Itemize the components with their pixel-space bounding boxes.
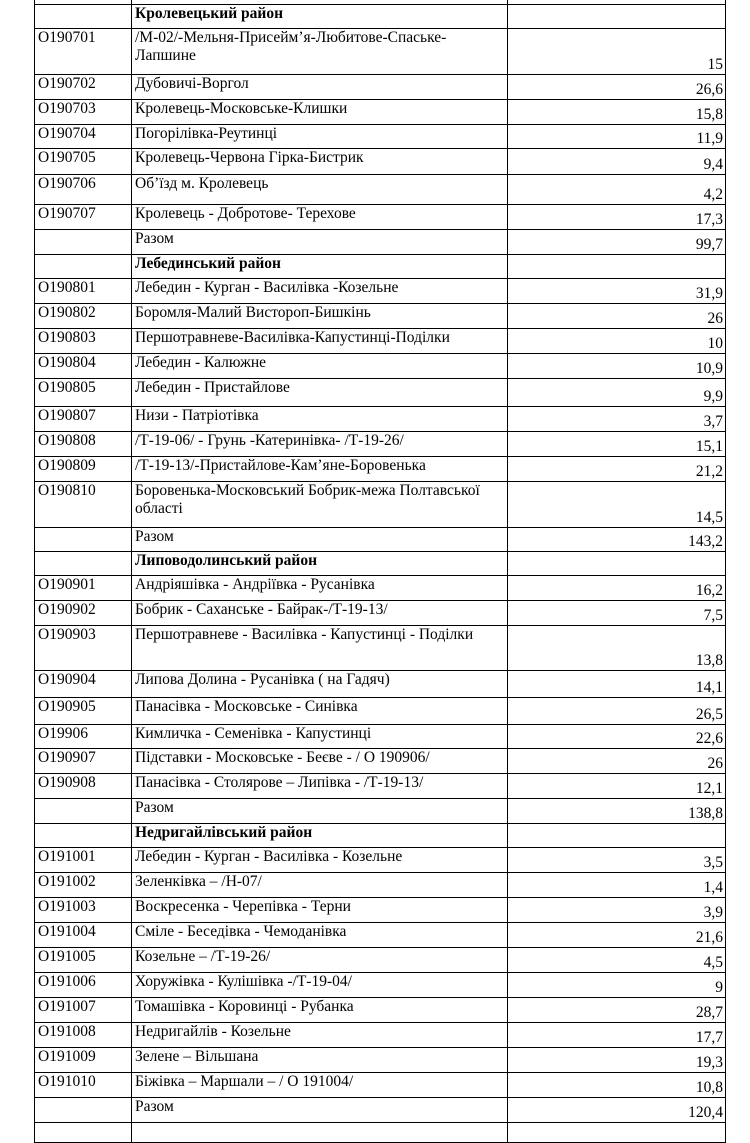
district-code-cell <box>35 255 132 279</box>
road-name: Кролевець-Червона Гірка-Бистрик <box>132 149 508 175</box>
road-length: 10,8 <box>508 1073 726 1098</box>
road-code: O190902 <box>35 601 132 626</box>
road-name: Лебедин - Курган - Василівка - Козельне <box>132 848 508 873</box>
road-name: Об’їзд м. Кролевець <box>132 175 508 205</box>
total-code-cell <box>35 230 132 255</box>
road-row <box>35 973 726 998</box>
road-code: O190805 <box>35 379 132 407</box>
road-length: 3,7 <box>508 407 726 432</box>
road-row <box>35 407 726 432</box>
road-row <box>35 1073 726 1098</box>
road-name: Панасівка - Столярове – Липівка - /Т-19-13/ <box>132 774 508 799</box>
road-code: O190810 <box>35 482 132 528</box>
road-name: Панасівка - Московське - Синівка <box>132 698 508 725</box>
road-length: 17,7 <box>508 1023 726 1048</box>
road-name: Кимличка - Семенівка - Капустинці <box>132 725 508 749</box>
roads-table-body <box>35 0 726 1143</box>
road-name: Лебедин - Калюжне <box>132 354 508 379</box>
road-name: Дубовичі-Воргол <box>132 75 508 100</box>
total-code-cell <box>35 799 132 824</box>
road-name: Першотравневе-Василівка-Капустинці-Поділки <box>132 329 508 354</box>
road-length: 9,9 <box>508 379 726 407</box>
road-code: O190706 <box>35 175 132 205</box>
road-row <box>35 175 726 205</box>
road-row <box>35 873 726 898</box>
total-length: 143,2 <box>508 528 726 552</box>
road-code: O190803 <box>35 329 132 354</box>
road-name: Андріяшівка - Андріївка - Русанівка <box>132 576 508 601</box>
road-row <box>35 329 726 354</box>
road-length: 26 <box>508 749 726 774</box>
road-code: O191003 <box>35 898 132 923</box>
road-length: 14,5 <box>508 482 726 528</box>
road-length: 19,3 <box>508 1048 726 1073</box>
road-length: 13,8 <box>508 626 726 671</box>
road-row <box>35 29 726 75</box>
road-code: O191008 <box>35 1023 132 1048</box>
district-length-cell <box>508 552 726 576</box>
road-code: O190801 <box>35 279 132 304</box>
road-length: 3,9 <box>508 898 726 923</box>
total-code-cell <box>35 1098 132 1123</box>
road-code: O190808 <box>35 432 132 457</box>
road-row <box>35 304 726 329</box>
district-code-cell <box>35 824 132 848</box>
road-code: O190704 <box>35 125 132 149</box>
road-name: Боромля-Малий Вистороп-Бишкінь <box>132 304 508 329</box>
road-length: 7,5 <box>508 601 726 626</box>
road-name: Воскресенка - Черепівка - Терни <box>132 898 508 923</box>
road-code: O190703 <box>35 100 132 125</box>
road-length: 16,2 <box>508 576 726 601</box>
road-code: O190705 <box>35 149 132 175</box>
road-length: 15 <box>508 29 726 75</box>
road-code: O190908 <box>35 774 132 799</box>
road-row <box>35 205 726 230</box>
total-label: Разом <box>132 799 508 824</box>
road-name: Кролевець-Московське-Клишки <box>132 100 508 125</box>
road-name: /М-02/-Мельня-Присейм’я-Любитове-Спаське-Лапшине <box>132 29 508 75</box>
road-code: O191007 <box>35 998 132 1023</box>
district-code-cell <box>35 5 132 29</box>
road-row <box>35 698 726 725</box>
road-name: /Т-19-06/ - Грунь -Катеринівка- /Т-19-26/ <box>132 432 508 457</box>
total-row <box>35 230 726 255</box>
total-row <box>35 528 726 552</box>
road-row <box>35 1023 726 1048</box>
road-length: 26,6 <box>508 75 726 100</box>
road-length: 1,4 <box>508 873 726 898</box>
road-name: Недригайлів - Козельне <box>132 1023 508 1048</box>
road-code: O190907 <box>35 749 132 774</box>
road-code: O190702 <box>35 75 132 100</box>
district-title: Липоводолинський район <box>132 552 508 576</box>
road-row <box>35 601 726 626</box>
road-row <box>35 923 726 948</box>
road-code: O190802 <box>35 304 132 329</box>
road-row <box>35 457 726 482</box>
road-code: O191005 <box>35 948 132 973</box>
road-name: Низи - Патріотівка <box>132 407 508 432</box>
road-row <box>35 1048 726 1073</box>
road-code: O191006 <box>35 973 132 998</box>
road-code: O190707 <box>35 205 132 230</box>
road-code: O191009 <box>35 1048 132 1073</box>
road-name: Зелене – Вільшана <box>132 1048 508 1073</box>
district-length-cell <box>508 5 726 29</box>
road-length: 4,5 <box>508 948 726 973</box>
road-row <box>35 848 726 873</box>
district-length-cell <box>508 255 726 279</box>
district-title: Недригайлівський район <box>132 824 508 848</box>
total-row <box>35 799 726 824</box>
road-name: Зеленківка – /Н-07/ <box>132 873 508 898</box>
road-code: O190701 <box>35 29 132 75</box>
road-name: Боровенька-Московський Бобрик-межа Полтавської області <box>132 482 508 528</box>
road-name: Сміле - Беседівка - Чемоданівка <box>132 923 508 948</box>
total-length: 138,8 <box>508 799 726 824</box>
road-row <box>35 576 726 601</box>
road-row <box>35 354 726 379</box>
road-code: O190809 <box>35 457 132 482</box>
road-name: Кролевець - Добротове- Терехове <box>132 205 508 230</box>
road-length: 26 <box>508 304 726 329</box>
road-row <box>35 149 726 175</box>
road-row <box>35 671 726 698</box>
road-code: O190903 <box>35 626 132 671</box>
road-row <box>35 379 726 407</box>
road-name: Бобрик - Саханське - Байрак-/Т-19-13/ <box>132 601 508 626</box>
road-length: 10,9 <box>508 354 726 379</box>
road-length: 22,6 <box>508 725 726 749</box>
road-name: /Т-19-13/-Пристайлове-Кам’яне-Боровенька <box>132 457 508 482</box>
road-row <box>35 898 726 923</box>
road-name: Підставки - Московське - Беєве - / О 190906/ <box>132 749 508 774</box>
road-row <box>35 125 726 149</box>
road-length: 9,4 <box>508 149 726 175</box>
total-length: 120,4 <box>508 1098 726 1123</box>
road-length: 15,8 <box>508 100 726 125</box>
road-length: 9 <box>508 973 726 998</box>
road-code: O190804 <box>35 354 132 379</box>
road-row <box>35 948 726 973</box>
road-length: 31,9 <box>508 279 726 304</box>
total-code-cell <box>35 528 132 552</box>
road-code: O190905 <box>35 698 132 725</box>
road-length: 14,1 <box>508 671 726 698</box>
road-length: 21,2 <box>508 457 726 482</box>
road-row <box>35 626 726 671</box>
district-row <box>35 824 726 848</box>
road-code: O19906 <box>35 725 132 749</box>
road-row <box>35 279 726 304</box>
road-name: Першотравневе - Василівка - Капустинці - Поділки <box>132 626 508 671</box>
total-length: 99,7 <box>508 230 726 255</box>
road-name: Біжівка – Маршали – / О 191004/ <box>132 1073 508 1098</box>
road-code: O191002 <box>35 873 132 898</box>
total-row <box>35 1098 726 1123</box>
road-row <box>35 100 726 125</box>
district-row <box>35 5 726 29</box>
district-row <box>35 255 726 279</box>
road-row <box>35 998 726 1023</box>
road-code: O191001 <box>35 848 132 873</box>
road-row <box>35 75 726 100</box>
road-code: O191010 <box>35 1073 132 1098</box>
road-length: 15,1 <box>508 432 726 457</box>
district-title: Лебединський район <box>132 255 508 279</box>
road-length: 26,5 <box>508 698 726 725</box>
road-length: 11,9 <box>508 125 726 149</box>
road-name: Лебедин - Пристайлове <box>132 379 508 407</box>
road-name: Томашівка - Коровинці - Рубанка <box>132 998 508 1023</box>
district-length-cell <box>508 824 726 848</box>
road-length: 28,7 <box>508 998 726 1023</box>
road-name: Погорілівка-Реутинці <box>132 125 508 149</box>
road-length: 12,1 <box>508 774 726 799</box>
road-code: O191004 <box>35 923 132 948</box>
road-length: 4,2 <box>508 175 726 205</box>
road-length: 10 <box>508 329 726 354</box>
road-name: Козельне – /Т-19-26/ <box>132 948 508 973</box>
total-label: Разом <box>132 528 508 552</box>
road-row <box>35 725 726 749</box>
road-name: Лебедин - Курган - Василівка -Козельне <box>132 279 508 304</box>
total-label: Разом <box>132 230 508 255</box>
total-label: Разом <box>132 1098 508 1123</box>
road-code: O190901 <box>35 576 132 601</box>
road-name: Хоружівка - Кулішівка -/Т-19-04/ <box>132 973 508 998</box>
district-code-cell <box>35 552 132 576</box>
road-length: 3,5 <box>508 848 726 873</box>
road-length: 17,3 <box>508 205 726 230</box>
road-row <box>35 749 726 774</box>
road-length: 21,6 <box>508 923 726 948</box>
district-row <box>35 552 726 576</box>
road-name: Липова Долина - Русанівка ( на Гадяч) <box>132 671 508 698</box>
road-row <box>35 774 726 799</box>
road-code: O190807 <box>35 407 132 432</box>
roads-table <box>34 0 726 1143</box>
road-row <box>35 432 726 457</box>
road-code: O190904 <box>35 671 132 698</box>
district-title: Кролевецький район <box>132 5 508 29</box>
road-row <box>35 482 726 528</box>
